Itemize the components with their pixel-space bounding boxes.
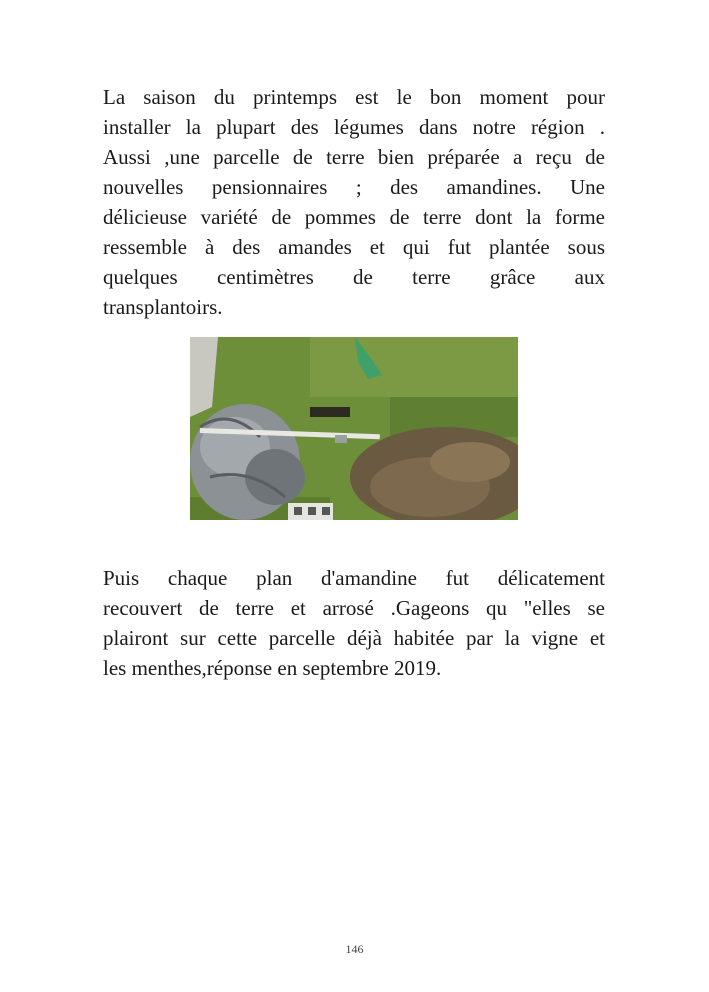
text-line: quelques centimètres de terre grâce aux [103, 265, 605, 289]
text-line: ressemble à des amandes et qui fut plantée sous [103, 235, 605, 259]
text-line: La saison du printemps est le bon moment pour [103, 85, 605, 109]
text-line: nouvelles pensionnaires ; des amandines. Une [103, 175, 605, 199]
garden-photo [190, 337, 518, 520]
text-line: les menthes,réponse en septembre 2019. [103, 656, 442, 680]
text-line: recouvert de terre et arrosé .Gageons qu "elles se [103, 596, 605, 620]
text-line: Aussi ,une parcelle de terre bien préparée a reçu de [103, 145, 605, 169]
text-line: Puis chaque plan d'amandine fut délicatement [103, 566, 605, 590]
text-line: plairont sur cette parcelle déjà habitée par la vigne et [103, 626, 605, 650]
text-line: délicieuse variété de pommes de terre dont la forme [103, 205, 605, 229]
text-line: installer la plupart des légumes dans notre région . [103, 115, 605, 139]
garden-photo-illustration [190, 337, 518, 520]
text-line: transplantoirs. [103, 295, 223, 319]
page-number: 146 [345, 942, 364, 956]
paragraph-spring-planting [103, 82, 605, 322]
paragraph-covering-watering [103, 563, 605, 683]
